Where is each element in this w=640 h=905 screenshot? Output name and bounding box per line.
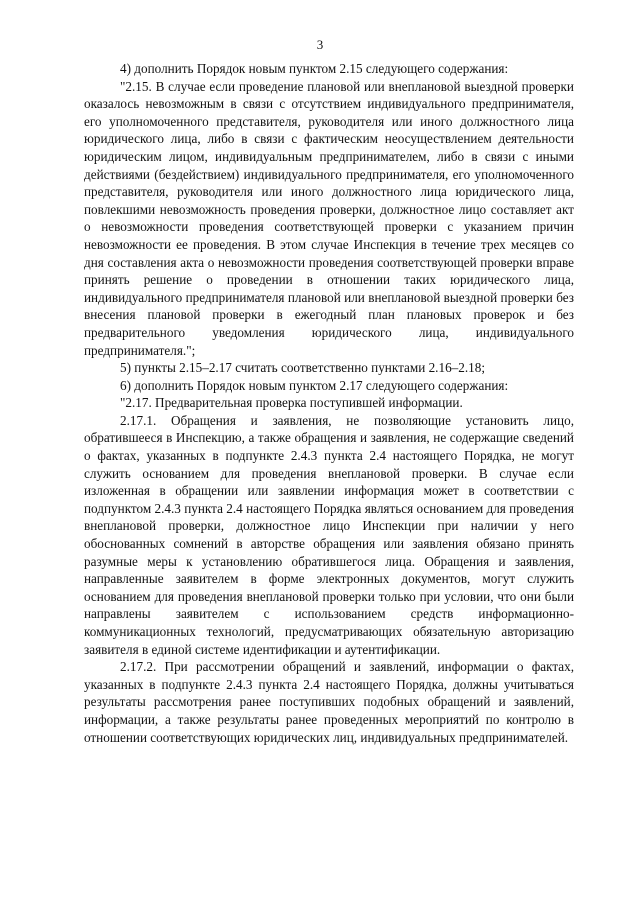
paragraph-clause-2-17-2: 2.17.2. При рассмотрении обращений и заявлений, информации о фактах, указанных в подпункте 2.4.3 пункта 2.4 настоящего Порядка, должны учитываться результаты рассмотрения ранее поступивших подобных обращений и заявлений, информации, а также результаты ранее проведенных мероприятий по контролю в отношении соответствующих юридических лиц, индивидуальных предпринимателей. xyxy=(84,659,574,745)
paragraph-clause-2-17: "2.17. Предварительная проверка поступившей информации. xyxy=(120,395,463,411)
paragraph-clause-2-15: "2.15. В случае если проведение плановой или внеплановой выездной проверки оказалось невозможным в связи с отсутствием индивидуального предпринимателя, его уполномоченного представителя, руководителя или иного должностного лица юридического лица, либо в связи с фактическим неосуществлением деятельности юридическим лицом, индивидуальным предпринимателем, либо в связи с иными действиями (бездействием) индивидуального предпринимателя, его уполномоченного представителя, руководителя или иного должностного лица юридического лица, повлекшими невозможность проведения проверки, должностное лицо составляет акт о невозможности проведения соответствующей проверки с указанием причин невозможности ее проведения. В этом случае Инспекция в течение трех месяцев со дня составления акта о невозможности проведения соответствующей проверки вправе принять решение о проведении в отношении таких юридического лица, индивидуального предпринимателя плановой или внеплановой выездной проверки без внесения плановой проверки в ежегодный план плановых проверок и без предварительного уведомления юридического лица, индивидуального предпринимателя."; xyxy=(84,78,574,358)
paragraph-item-4: 4) дополнить Порядок новым пунктом 2.15 следующего содержания: xyxy=(120,61,509,76)
paragraph-clause-2-17-1: 2.17.1. Обращения и заявления, не позволяющие установить лицо, обратившееся в Инспекцию, а также обращения и заявления, не содержащие сведений о фактах, указанных в подпункте 2.4.3 пункта 2.4 настоящего Порядка, не могут служить основанием для проведения внеплановой проверки. В случае если изложенная в обращении или заявлении информация может в соответствии с подпунктом 2.4.3 пункта 2.4 настоящего Порядка являться основанием для проведения внеплановой проверки, должностное лицо Инспекции при наличии у него обоснованных сомнений в авторстве обращения или заявления обязано принять разумные меры к установлению обратившегося лица. Обращения и заявления, направленные заявителем в форме электронных документов, могут служить основанием для проведения внеплановой проверки только при условии, что они были направлены заявителем с использованием средств информационно-коммуникационных технологий, предусматривающих обязательную авторизацию заявителя в единой системе идентификации и аутентификации. xyxy=(84,412,574,657)
paragraph-item-5: 5) пункты 2.15–2.17 считать соответственно пунктами 2.16–2.18; xyxy=(120,360,485,376)
paragraph-item-6: 6) дополнить Порядок новым пунктом 2.17 следующего содержания: xyxy=(120,377,509,393)
page-number: 3 xyxy=(316,37,324,52)
document-body xyxy=(84,60,574,746)
